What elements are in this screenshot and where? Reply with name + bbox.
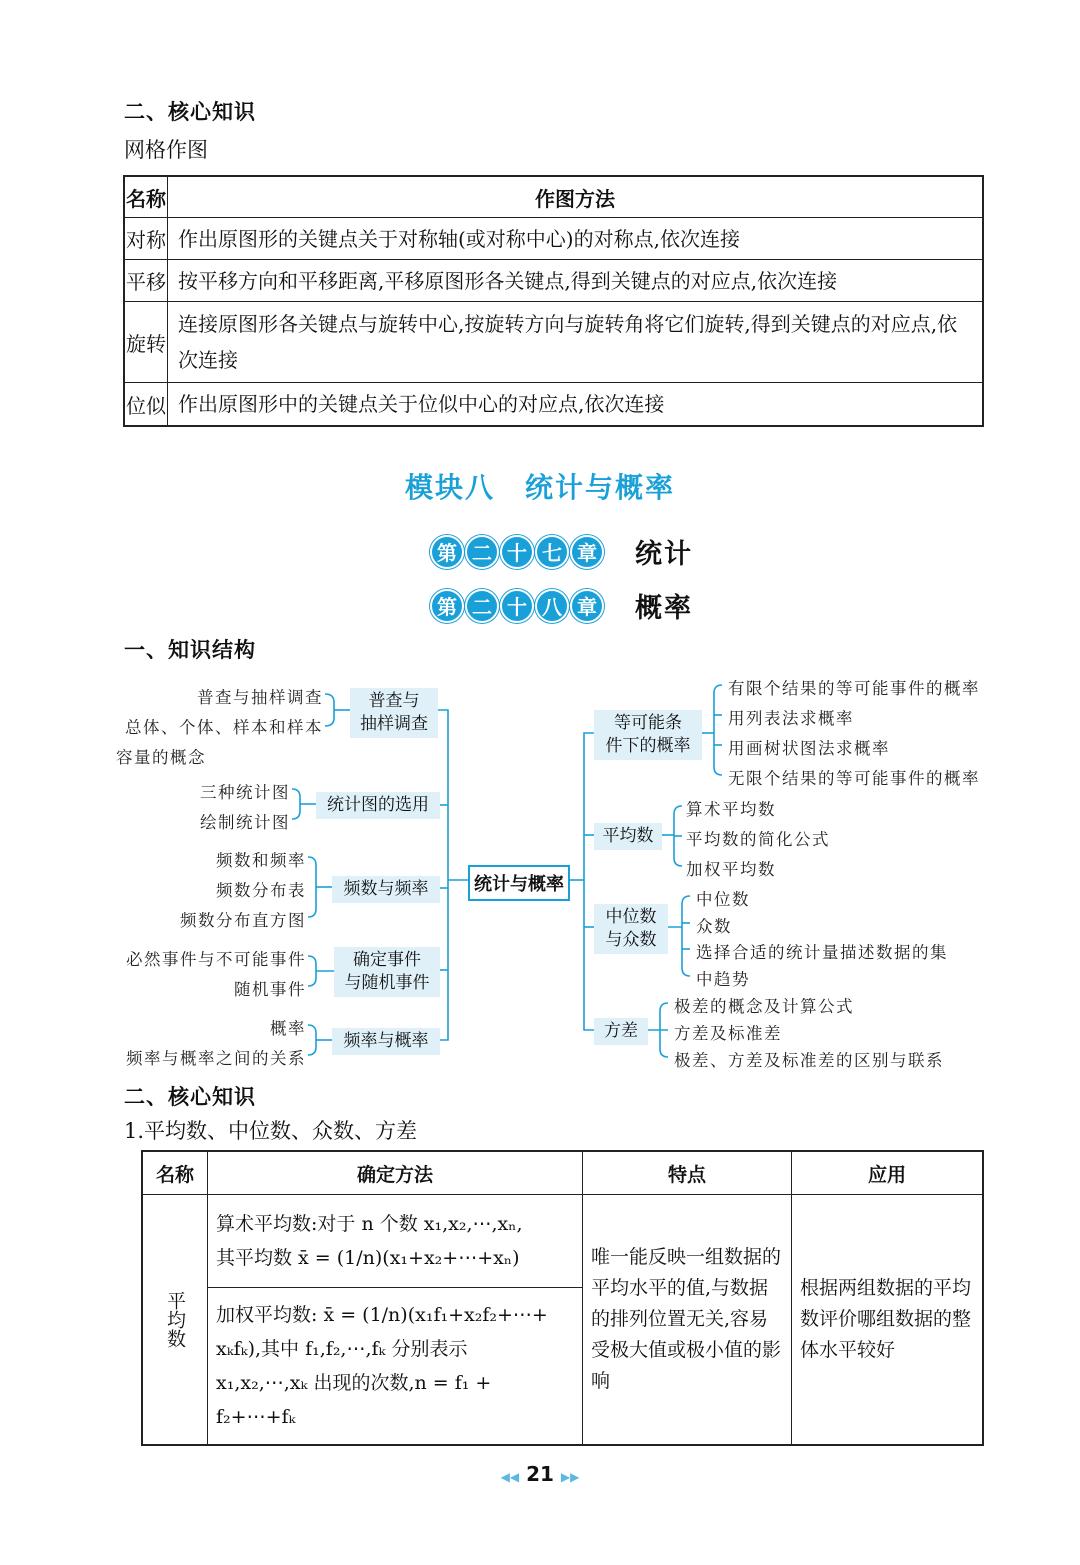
leaf-text: 普查与抽样调查 [197, 688, 323, 707]
subtitle-statistics: 1.平均数、中位数、众数、方差 [124, 1119, 418, 1143]
method-weighted [208, 1288, 583, 1446]
leaf-text: 极差、方差及标准差的区别与联系 [674, 1051, 944, 1070]
chapter-title: 概率 [635, 593, 693, 624]
row-method: 作出原图形的关键点关于对称轴(或对称中心)的对称点,依次连接 [168, 218, 984, 260]
leaf-text: 概率 [270, 1019, 306, 1038]
chapter-char: 十 [500, 589, 534, 623]
chapter-char: 八 [535, 589, 569, 623]
chapter-char: 二 [465, 589, 499, 623]
chapter-char: 章 [570, 589, 604, 623]
row-name-mean: 平均数 [142, 1195, 208, 1446]
header-application: 应用 [792, 1151, 984, 1195]
row-name: 旋转 [124, 302, 168, 383]
node-freq-prob: 频率与概率 [332, 1028, 440, 1055]
node-chart-selection: 统计图的选用 [316, 792, 440, 819]
header-method: 确定方法 [208, 1151, 583, 1195]
page-number [0, 1462, 1080, 1486]
leaf-text: 频数和频率 [216, 851, 306, 870]
leaf-text: 中趋势 [696, 970, 750, 989]
chapter-char: 第 [430, 589, 464, 623]
leaf-text: 容量的概念 [116, 748, 206, 767]
application-text: 根据两组数据的平均数评价哪组数据的整体水平较好 [792, 1195, 984, 1446]
table-row [142, 1195, 983, 1288]
prev-arrow-icon: ◀◀ [500, 1470, 520, 1484]
feature-text: 唯一能反映一组数据的平均水平的值,与数据的排列位置无关,容易受极大值或极小值的影响 [583, 1195, 792, 1446]
leaf-text: 频数分布直方图 [180, 911, 306, 930]
leaf-text: 三种统计图 [200, 783, 290, 802]
header-name: 名称 [124, 176, 168, 218]
node-frequency: 频数与频率 [332, 876, 440, 903]
chapter-title: 统计 [635, 539, 693, 570]
leaf-text: 众数 [696, 917, 732, 936]
leaf-text: 必然事件与不可能事件 [126, 950, 306, 969]
leaf-text: 极差的概念及计算公式 [674, 997, 854, 1016]
leaf-text: 无限个结果的等可能事件的概率 [728, 769, 980, 788]
leaf-text: 绘制统计图 [200, 813, 290, 832]
row-method: 连接原图形各关键点与旋转中心,按旋转方向与旋转角将它们旋转,得到关键点的对应点,依次连接 [168, 302, 984, 383]
node-variance: 方差 [594, 1018, 648, 1045]
leaf-text: 方差及标准差 [674, 1024, 782, 1043]
chapter-char: 七 [535, 535, 569, 569]
leaf-text: 算术平均数 [686, 800, 776, 819]
leaf-text: 平均数的简化公式 [686, 830, 830, 849]
subtitle-grid-drawing: 网格作图 [124, 138, 208, 162]
leaf-text: 加权平均数 [686, 860, 776, 879]
row-method: 按平移方向和平移距离,平移原图形各关键点,得到关键点的对应点,依次连接 [168, 260, 984, 302]
leaf-text: 有限个结果的等可能事件的概率 [728, 679, 980, 698]
row-name: 对称 [124, 218, 168, 260]
method-line: x₁,x₂,⋯,xₖ 出现的次数,n = f₁ + [216, 1372, 492, 1394]
node-survey: 普查与 抽样调查 [350, 688, 438, 738]
section-heading-core: 二、核心知识 [124, 100, 256, 124]
node-events: 确定事件 与随机事件 [334, 947, 440, 997]
leaf-text: 频数分布表 [216, 881, 306, 900]
leaf-text: 选择合适的统计量描述数据的集 [696, 943, 948, 962]
header-feature: 特点 [583, 1151, 792, 1195]
row-name: 平移 [124, 260, 168, 302]
method-line: f₂+⋯+fₖ [216, 1406, 296, 1428]
row-method: 作出原图形中的关键点关于位似中心的对应点,依次连接 [168, 383, 984, 427]
leaf-text: 总体、个体、样本和样本 [125, 718, 323, 737]
chapter-char: 第 [430, 535, 464, 569]
header-name: 名称 [142, 1151, 208, 1195]
page-number-value: 21 [526, 1462, 554, 1486]
leaf-text: 频率与概率之间的关系 [126, 1049, 306, 1068]
method-line: 其平均数 x̄ = (1/n)(x₁+x₂+⋯+xₙ) [216, 1247, 520, 1269]
leaf-text: 随机事件 [234, 980, 306, 999]
leaf-text: 用列表法求概率 [728, 709, 854, 728]
chapter-char: 十 [500, 535, 534, 569]
header-method: 作图方法 [168, 176, 984, 218]
row-name: 位似 [124, 383, 168, 427]
leaf-text: 用画树状图法求概率 [728, 739, 890, 758]
mindmap-center: 统计与概率 [468, 865, 570, 901]
module-title: 模块八 统计与概率 [404, 471, 675, 504]
statistics-table [141, 1150, 984, 1446]
method-line: 算术平均数:对于 n 个数 x₁,x₂,⋯,xₙ, [216, 1213, 523, 1235]
method-line: xₖfₖ),其中 f₁,f₂,⋯,fₖ 分别表示 [216, 1338, 468, 1360]
leaf-text: 中位数 [696, 890, 750, 909]
method-line: 加权平均数: x̄ = (1/n)(x₁f₁+x₂f₂+⋯+ [216, 1304, 548, 1326]
node-equal-probability: 等可能条 件下的概率 [594, 710, 702, 760]
node-mean: 平均数 [594, 823, 662, 850]
chapter-char: 二 [465, 535, 499, 569]
next-arrow-icon: ▶▶ [560, 1470, 580, 1484]
section-heading-structure: 一、知识结构 [124, 638, 256, 662]
chapter-char: 章 [570, 535, 604, 569]
node-median-mode: 中位数 与众数 [594, 904, 668, 954]
section-heading-core-2: 二、核心知识 [124, 1085, 256, 1109]
method-arithmetic [208, 1195, 583, 1288]
